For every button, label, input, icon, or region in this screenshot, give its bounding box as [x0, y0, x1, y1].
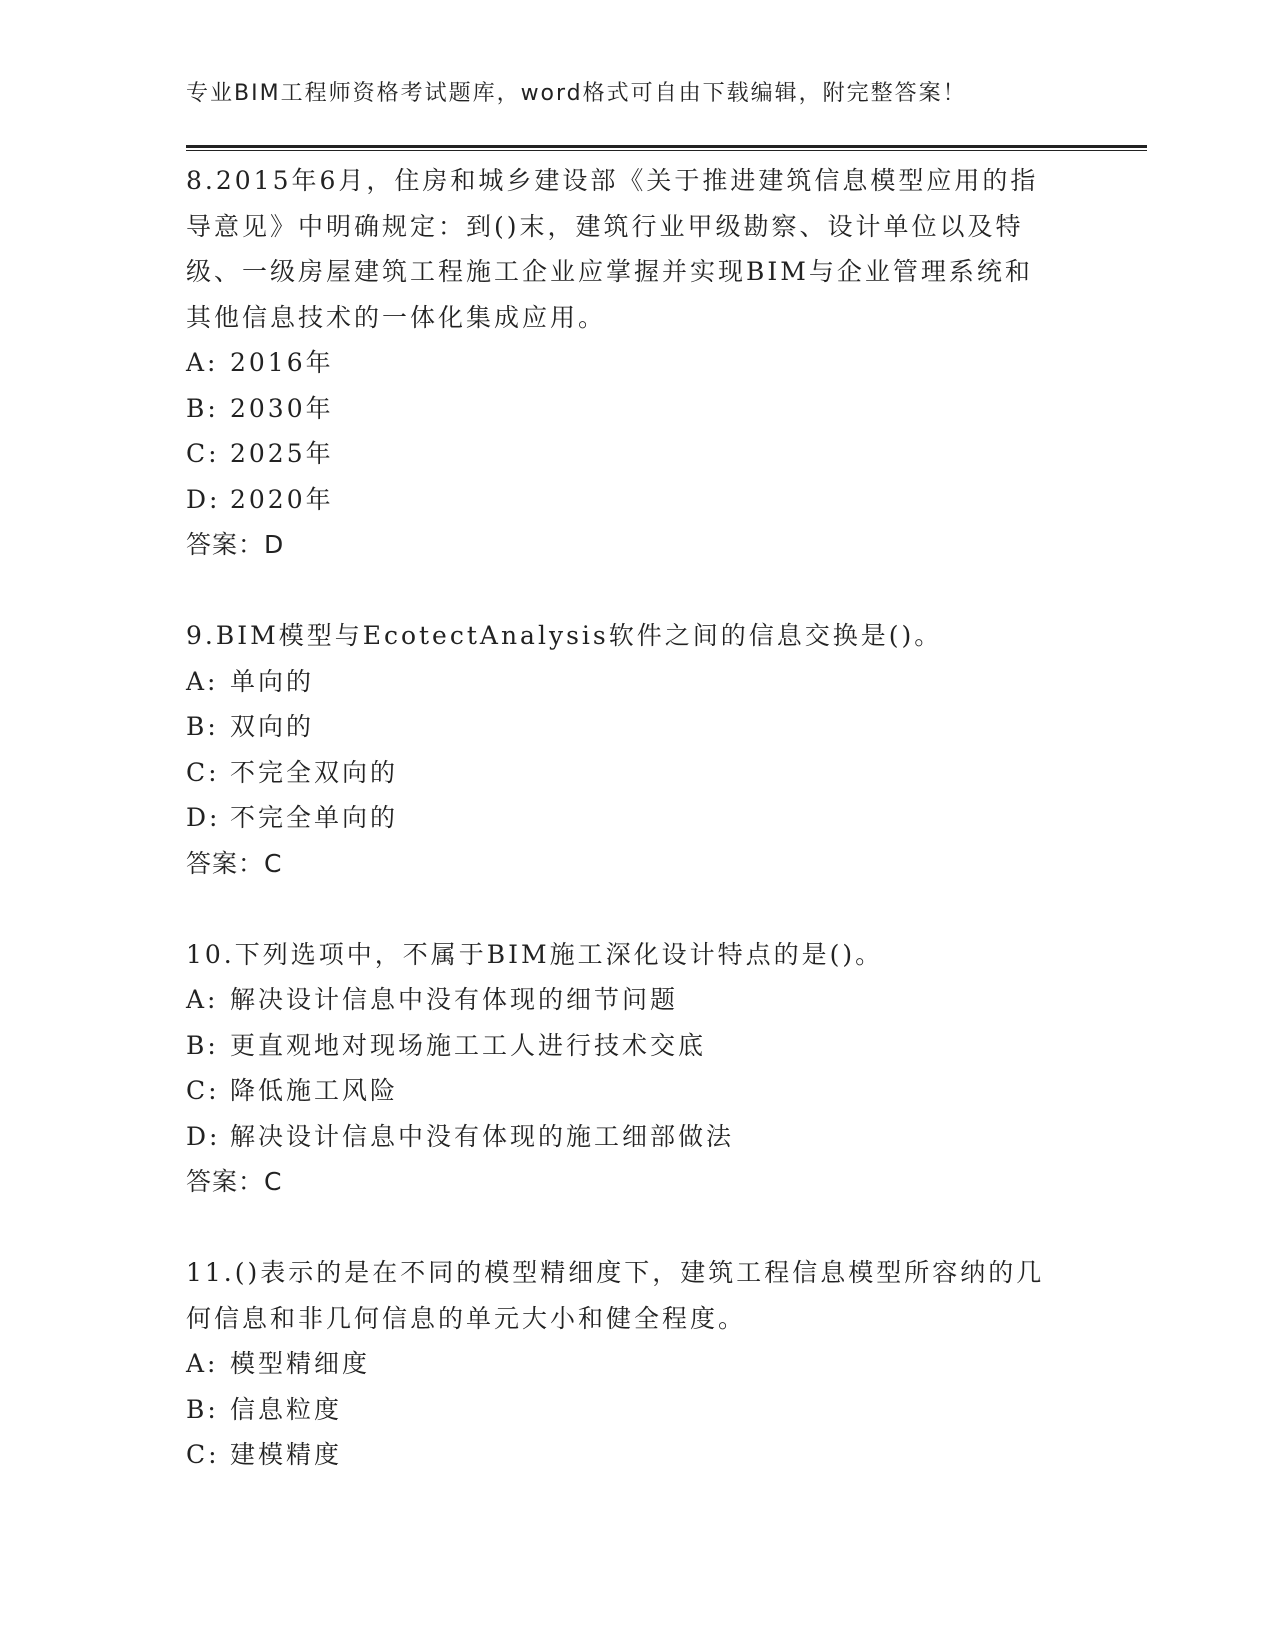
option-text: 更直观地对现场施工工人进行技术交底	[230, 1030, 707, 1060]
option-label: B:	[186, 712, 219, 741]
option-text: 2030年	[230, 393, 334, 423]
question-10	[186, 932, 1066, 1205]
option-label: C:	[186, 1076, 220, 1105]
question-list	[186, 158, 1066, 1478]
option-label: A:	[186, 985, 219, 1014]
header-rule-thin	[186, 150, 1147, 151]
option-text: 单向的	[230, 666, 315, 696]
option-c	[186, 1068, 1066, 1114]
option-c	[186, 431, 1066, 477]
option-label: B:	[186, 1030, 219, 1060]
option-label: C:	[186, 439, 220, 468]
option-b	[186, 704, 1066, 750]
option-a	[186, 1341, 1066, 1387]
question-text-line: 10.下列选项中，不属于BIM施工深化设计特点的是()。	[186, 939, 884, 969]
question-text-line: 11.()表示的是在不同的模型精细度下，建筑工程信息模型所容纳的几	[186, 1258, 1045, 1287]
option-a	[186, 659, 1066, 705]
question-text-line: 级、一级房屋建筑工程施工企业应掌握并实现BIM与企业管理系统和	[186, 257, 1033, 286]
question-text-line: 8.2015年6月，住房和城乡建设部《关于推进建筑信息模型应用的指	[186, 166, 1039, 195]
question-8	[186, 158, 1066, 568]
question-text-line: 何信息和非几何信息的单元大小和健全程度。	[186, 1303, 747, 1333]
option-label: D:	[186, 1121, 221, 1151]
option-c	[186, 750, 1066, 796]
option-label: B:	[186, 1394, 219, 1424]
option-text: 不完全双向的	[230, 757, 399, 787]
option-c	[186, 1432, 1066, 1478]
option-a	[186, 340, 1066, 386]
option-label: A:	[186, 1349, 219, 1378]
option-text: 不完全单向的	[230, 803, 399, 832]
option-text: 解决设计信息中没有体现的细节问题	[230, 985, 679, 1014]
option-label: B:	[186, 393, 219, 423]
option-label: C:	[186, 757, 220, 787]
question-11	[186, 1250, 1066, 1478]
question-text-line: 导意见》中明确规定：到()末，建筑行业甲级勘察、设计单位以及特	[186, 211, 1024, 241]
option-b	[186, 1387, 1066, 1433]
option-text: 模型精细度	[230, 1349, 371, 1378]
option-b	[186, 386, 1066, 432]
answer: 答案：C	[186, 848, 283, 878]
answer: 答案：D	[186, 530, 285, 559]
option-d	[186, 477, 1066, 523]
option-text: 解决设计信息中没有体现的施工细部做法	[230, 1121, 735, 1151]
option-text: 2016年	[230, 348, 334, 377]
question-9	[186, 613, 1066, 886]
option-label: C:	[186, 1440, 220, 1469]
option-text: 2025年	[230, 439, 334, 468]
header-rule-thick	[186, 145, 1147, 148]
page-header: 专业BIM工程师资格考试题库，word格式可自由下载编辑，附完整答案！	[186, 81, 967, 106]
option-text: 2020年	[230, 484, 334, 514]
option-b	[186, 1023, 1066, 1069]
option-a	[186, 977, 1066, 1023]
option-d	[186, 1114, 1066, 1160]
question-text-line: 9.BIM模型与EcotectAnalysis软件之间的信息交换是()。	[186, 621, 943, 650]
option-label: A:	[186, 348, 219, 377]
option-label: D:	[186, 484, 221, 514]
question-text-line: 其他信息技术的一体化集成应用。	[186, 302, 607, 332]
option-d	[186, 795, 1066, 841]
option-label: D:	[186, 803, 221, 832]
answer: 答案：C	[186, 1167, 283, 1196]
option-text: 降低施工风险	[230, 1076, 399, 1105]
option-label: A:	[186, 666, 219, 696]
option-text: 双向的	[230, 712, 315, 741]
option-text: 信息粒度	[230, 1394, 343, 1424]
option-text: 建模精度	[230, 1440, 343, 1469]
